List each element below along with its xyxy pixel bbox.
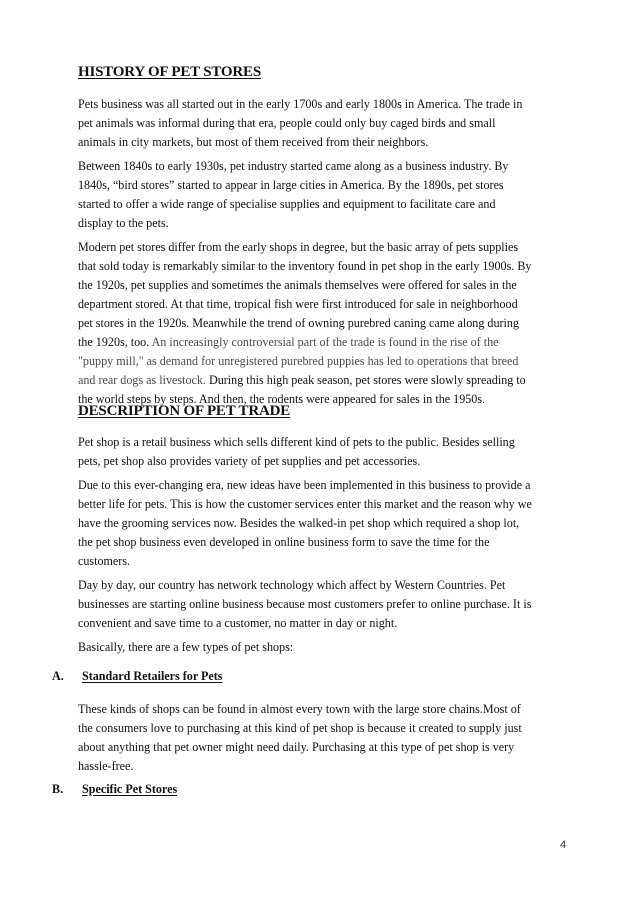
text-line: Day by day, our country has network technology which affect by Western Countries. Pet [78, 578, 506, 592]
text-line: about anything that pet owner might need daily. Purchasing at this type of pet shop is very [78, 740, 515, 754]
text-line: better life for pets. This is how the customer services enter this market and the reason why we [78, 497, 532, 511]
history-paragraph-3 [78, 238, 568, 409]
text-line: pet stores in the 1920s. Meanwhile the trend of owning purebred caning came along during [78, 316, 519, 330]
description-paragraph-4 [78, 638, 568, 657]
text-line: display to the pets. [78, 216, 169, 230]
description-paragraph-2 [78, 476, 568, 571]
subsection-letter: B. [52, 782, 64, 796]
text-line: the consumers love to purchasing at this kind of pet shop is because it created to supply just [78, 721, 522, 735]
text-line: convenient and save time to a customer, no matter in day or night. [78, 616, 398, 630]
text-line: the pet shop business even developed in online business form to save the time for the [78, 535, 490, 549]
text-line: animals in city markets, but most of them received from their neighbors. [78, 135, 429, 149]
history-paragraph-1 [78, 95, 568, 152]
section-heading-description: DESCRIPTION OF PET TRADE [78, 403, 291, 419]
text-fragment: the 1920s, too. [78, 335, 150, 349]
text-line: department stored. At that time, tropical fish were first introduced for sale in neighborhood [78, 297, 518, 311]
text-fragment-soft: An increasingly controversial part of the trade is found in the rise of the [151, 335, 499, 349]
text-line: Modern pet stores differ from the early shops in degree, but the basic array of pets supplies [78, 240, 519, 254]
subsection-letter: A. [52, 669, 64, 683]
text-line: that sold today is remarkably similar to the inventory found in pet shop in the early 1900s. By [78, 259, 532, 273]
text-line: These kinds of shops can be found in almost every town with the large store chains.Most of [78, 702, 521, 716]
text-line: hassle-free. [78, 759, 134, 773]
description-paragraph-1 [78, 433, 568, 471]
text-line: the world steps by steps. And then, the rodents were appeared for sales in the 1950s. [78, 392, 486, 406]
text-line: pet animals was informal during that era, people could only buy caged birds and small [78, 116, 496, 130]
page-number: 4 [560, 839, 567, 851]
text-line: have the grooming services now. Besides the walked-in pet shop which required a shop lot, [78, 516, 520, 530]
text-line: started to offer a wide range of specialise supplies and equipment to facilitate care and [78, 197, 496, 211]
subsection-a-paragraph [78, 700, 568, 776]
text-line: Pet shop is a retail business which sells different kind of pets to the public. Besides selling [78, 435, 515, 449]
subsection-title: Standard Retailers for Pets [82, 669, 223, 683]
text-line: businesses are starting online business because most customers prefer to online purchase. It is [78, 597, 532, 611]
text-line-soft: "puppy mill," as demand for unregistered purebred puppies has led to operations that breed [78, 354, 519, 368]
text-line: 1840s, “bird stores” started to appear in large cities in America. By the 1890s, pet stores [78, 178, 504, 192]
subsection-title: Specific Pet Stores [82, 782, 178, 796]
text-line [78, 333, 568, 352]
text-line [78, 371, 568, 390]
text-line: Pets business was all started out in the early 1700s and early 1800s in America. The trade in [78, 97, 523, 111]
subsection-heading-a [52, 669, 223, 684]
section-heading-history: HISTORY OF PET STORES [78, 64, 261, 80]
text-line: pets, pet shop also provides variety of pet supplies and pet accessories. [78, 454, 421, 468]
text-fragment-soft: and rear dogs as livestock. [78, 373, 206, 387]
text-line: customers. [78, 554, 131, 568]
description-paragraph-3 [78, 576, 568, 633]
text-line: the 1920s, pet supplies and sometimes the animals themselves were offered for sales in the [78, 278, 517, 292]
text-line: Between 1840s to early 1930s, pet industry started came along as a business industry. By [78, 159, 509, 173]
text-fragment: During this high peak season, pet stores were slowly spreading to [208, 373, 526, 387]
history-paragraph-2 [78, 157, 568, 233]
text-line: Due to this ever-changing era, new ideas have been implemented in this business to provide a [78, 478, 531, 492]
text-line: Basically, there are a few types of pet shops: [78, 640, 294, 654]
subsection-heading-b [52, 782, 177, 797]
